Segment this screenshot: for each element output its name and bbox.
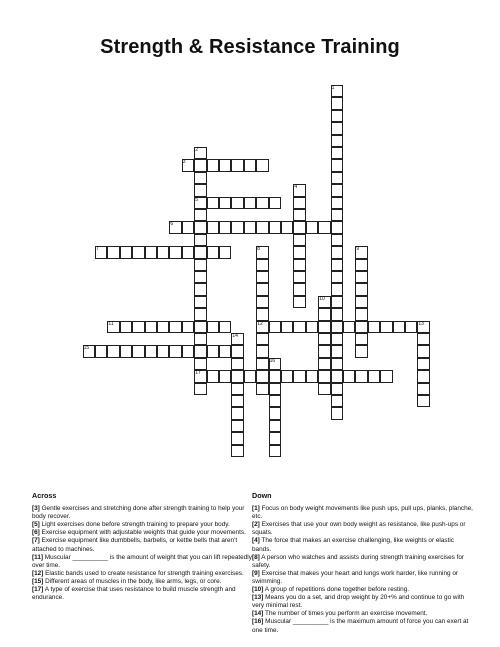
grid-cell[interactable] bbox=[293, 246, 305, 258]
grid-cell[interactable] bbox=[231, 159, 243, 171]
grid-cell[interactable] bbox=[318, 358, 330, 370]
cell-number: 3 bbox=[182, 159, 186, 166]
grid-cell[interactable] bbox=[318, 383, 330, 395]
grid-cell[interactable] bbox=[207, 159, 219, 171]
down-clue bbox=[252, 505, 474, 521]
grid-cell[interactable] bbox=[169, 246, 181, 258]
across-clues bbox=[32, 492, 254, 602]
grid-cell[interactable] bbox=[256, 159, 268, 171]
cell-number: 2 bbox=[195, 147, 198, 153]
grid-cell[interactable] bbox=[231, 358, 243, 370]
grid-cell[interactable] bbox=[194, 172, 206, 184]
grid-cell[interactable] bbox=[219, 370, 231, 382]
down-clue-number: [2] bbox=[252, 521, 260, 529]
grid-cell[interactable] bbox=[207, 197, 219, 209]
down-clue-number: [9] bbox=[252, 569, 260, 577]
grid-cell[interactable] bbox=[331, 395, 343, 407]
grid-cell[interactable] bbox=[194, 221, 206, 233]
grid-cell[interactable] bbox=[417, 383, 429, 395]
cell-number: 1 bbox=[331, 85, 335, 91]
grid-cell[interactable] bbox=[343, 321, 355, 333]
grid-cell[interactable] bbox=[95, 345, 107, 357]
grid-cell[interactable] bbox=[244, 221, 256, 233]
grid-cell[interactable] bbox=[194, 321, 206, 333]
grid-cell[interactable] bbox=[355, 321, 367, 333]
down-clue bbox=[252, 521, 474, 537]
down-clue-number: [1] bbox=[252, 505, 260, 513]
grid-cell[interactable] bbox=[331, 85, 343, 97]
down-clue-number: [4] bbox=[252, 537, 260, 545]
cell-number: 5 bbox=[195, 196, 198, 203]
grid-cell[interactable] bbox=[194, 345, 206, 357]
grid-cell[interactable] bbox=[417, 358, 429, 370]
grid-cell[interactable] bbox=[244, 197, 256, 209]
across-clue-number: [17] bbox=[32, 586, 44, 594]
cell-number: 17 bbox=[195, 370, 201, 377]
grid-cell[interactable] bbox=[269, 445, 281, 457]
grid-cell[interactable] bbox=[256, 221, 268, 233]
down-clue-text: Means you do a set, and drop weight by 20+% and continue to go with very minimal rest. bbox=[252, 594, 465, 610]
grid-cell[interactable] bbox=[331, 147, 343, 159]
down-clue-number: [16] bbox=[252, 618, 264, 626]
grid-cell[interactable] bbox=[132, 345, 144, 357]
grid-cell[interactable] bbox=[318, 221, 330, 233]
grid-cell[interactable] bbox=[231, 420, 243, 432]
grid-cell[interactable] bbox=[132, 246, 144, 258]
grid-cell[interactable] bbox=[331, 407, 343, 419]
grid-cell[interactable] bbox=[405, 321, 417, 333]
grid-cell[interactable] bbox=[231, 432, 243, 444]
across-clue-number: [12] bbox=[32, 569, 44, 577]
grid-cell[interactable] bbox=[331, 159, 343, 171]
grid-cell[interactable] bbox=[331, 259, 343, 271]
grid-cell[interactable] bbox=[331, 296, 343, 308]
grid-cell[interactable] bbox=[331, 370, 343, 382]
grid-cell[interactable] bbox=[132, 321, 144, 333]
grid-cell[interactable] bbox=[120, 321, 132, 333]
cell-number: 9 bbox=[356, 246, 360, 253]
cell-number: 11 bbox=[108, 320, 114, 327]
grid-cell[interactable] bbox=[231, 407, 243, 419]
across-clue bbox=[32, 578, 254, 586]
grid-cell[interactable] bbox=[269, 420, 281, 432]
grid-cell[interactable] bbox=[256, 283, 268, 295]
grid-cell[interactable] bbox=[219, 246, 231, 258]
grid-cell[interactable] bbox=[256, 197, 268, 209]
grid-cell[interactable] bbox=[256, 333, 268, 345]
grid-cell[interactable] bbox=[256, 345, 268, 357]
grid-cell[interactable] bbox=[231, 395, 243, 407]
grid-cell[interactable] bbox=[331, 172, 343, 184]
grid-cell[interactable] bbox=[380, 321, 392, 333]
grid-cell[interactable] bbox=[355, 283, 367, 295]
grid-cell[interactable] bbox=[256, 296, 268, 308]
grid-cell[interactable] bbox=[157, 246, 169, 258]
across-clue-number: [5] bbox=[32, 521, 40, 529]
cell-number: 6 bbox=[170, 221, 174, 228]
grid-cell[interactable] bbox=[207, 321, 219, 333]
grid-cell[interactable] bbox=[318, 370, 330, 382]
grid-cell[interactable] bbox=[194, 271, 206, 283]
grid-cell[interactable] bbox=[244, 370, 256, 382]
grid-cell[interactable] bbox=[169, 321, 181, 333]
grid-cell[interactable] bbox=[417, 333, 429, 345]
grid-cell[interactable] bbox=[269, 370, 281, 382]
grid-cell[interactable] bbox=[331, 97, 343, 109]
across-clue-text: Exercise equipment like dumbbells, barbells, or kettle bells that aren't attached to machines. bbox=[32, 537, 238, 553]
grid-cell[interactable] bbox=[169, 221, 181, 233]
grid-cell[interactable] bbox=[219, 159, 231, 171]
grid-cell[interactable] bbox=[331, 122, 343, 134]
grid-cell[interactable] bbox=[293, 221, 305, 233]
grid-cell[interactable] bbox=[231, 333, 243, 345]
grid-cell[interactable] bbox=[380, 370, 392, 382]
grid-cell[interactable] bbox=[207, 246, 219, 258]
grid-cell[interactable] bbox=[331, 383, 343, 395]
grid-cell[interactable] bbox=[219, 221, 231, 233]
down-heading: Down bbox=[252, 491, 272, 500]
grid-cell[interactable] bbox=[318, 296, 330, 308]
across-clue-text: Exercise equipment with adjustable weights that guide your movements. bbox=[39, 529, 246, 537]
down-clue-number: [8] bbox=[252, 553, 260, 561]
grid-cell[interactable] bbox=[219, 345, 231, 357]
grid-cell[interactable] bbox=[182, 221, 194, 233]
down-clue-text: Exercise that makes your heart and lungs work harder, like running or swimming. bbox=[252, 569, 459, 585]
grid-cell[interactable] bbox=[107, 321, 119, 333]
grid-cell[interactable] bbox=[417, 321, 429, 333]
grid-cell[interactable] bbox=[355, 246, 367, 258]
grid-cell[interactable] bbox=[269, 221, 281, 233]
across-clue-text: Gentle exercises and stretching done after strength training to help your body recover. bbox=[32, 505, 245, 521]
across-clue-number: [11] bbox=[32, 553, 44, 561]
cell-number: 15 bbox=[83, 345, 90, 352]
grid-cell[interactable] bbox=[368, 321, 380, 333]
grid-cell[interactable] bbox=[194, 147, 206, 159]
cell-number: 10 bbox=[319, 295, 325, 302]
grid-cell[interactable] bbox=[120, 246, 132, 258]
grid-cell[interactable] bbox=[182, 345, 194, 357]
grid-cell[interactable] bbox=[145, 246, 157, 258]
grid-cell[interactable] bbox=[318, 308, 330, 320]
grid-cell[interactable] bbox=[331, 110, 343, 122]
grid-cell[interactable] bbox=[281, 321, 293, 333]
across-clue bbox=[32, 537, 254, 553]
cell-number: 7 bbox=[96, 246, 99, 253]
grid-cell[interactable] bbox=[343, 370, 355, 382]
grid-cell[interactable] bbox=[355, 296, 367, 308]
grid-cell[interactable] bbox=[355, 271, 367, 283]
grid-cell[interactable] bbox=[107, 345, 119, 357]
cell-number: 13 bbox=[418, 320, 424, 327]
grid-cell[interactable] bbox=[293, 321, 305, 333]
down-clue-text: A person who watches and assists during strength training exercises for safety. bbox=[252, 553, 465, 569]
grid-cell[interactable] bbox=[219, 321, 231, 333]
down-clue bbox=[252, 610, 474, 618]
grid-cell[interactable] bbox=[355, 370, 367, 382]
across-heading: Across bbox=[32, 491, 57, 500]
puzzle-title: Strength & Resistance Training bbox=[100, 36, 400, 58]
grid-cell[interactable] bbox=[331, 345, 343, 357]
across-clue-text: Muscular __________ is the amount of weight that you can lift repeatedly over time. bbox=[32, 553, 252, 569]
grid-cell[interactable] bbox=[331, 135, 343, 147]
down-clues bbox=[252, 492, 474, 635]
grid-cell[interactable] bbox=[231, 445, 243, 457]
grid-cell[interactable] bbox=[256, 271, 268, 283]
down-clue-text: The number of times you perform an exercise movement. bbox=[263, 610, 428, 618]
across-clue bbox=[32, 521, 254, 529]
grid-cell[interactable] bbox=[194, 296, 206, 308]
cell-number: 4 bbox=[294, 184, 298, 191]
across-clue bbox=[32, 570, 254, 578]
grid-cell[interactable] bbox=[182, 246, 194, 258]
grid-cell[interactable] bbox=[293, 296, 305, 308]
down-clue-number: [14] bbox=[252, 610, 264, 618]
grid-cell[interactable] bbox=[293, 283, 305, 295]
grid-cell[interactable] bbox=[331, 246, 343, 258]
grid-cell[interactable] bbox=[331, 321, 343, 333]
grid-cell[interactable] bbox=[331, 358, 343, 370]
grid-cell[interactable] bbox=[293, 271, 305, 283]
across-clue-number: [15] bbox=[32, 577, 44, 585]
grid-cell[interactable] bbox=[194, 370, 206, 382]
cell-number: 16 bbox=[269, 357, 276, 364]
grid-cell[interactable] bbox=[355, 345, 367, 357]
grid-cell[interactable] bbox=[83, 345, 95, 357]
grid-cell[interactable] bbox=[169, 345, 181, 357]
down-clue bbox=[252, 586, 474, 594]
grid-cell[interactable] bbox=[293, 259, 305, 271]
down-clue bbox=[252, 537, 474, 553]
grid-cell[interactable] bbox=[355, 259, 367, 271]
cell-number: 14 bbox=[232, 333, 238, 339]
grid-cell[interactable] bbox=[231, 383, 243, 395]
down-clue-text: The force that makes an exercise challenging, like weights or elastic bands. bbox=[252, 537, 454, 553]
grid-cell[interactable] bbox=[194, 246, 206, 258]
grid-cell[interactable] bbox=[306, 221, 318, 233]
across-clue-text: Elastic bands used to create resistance for strength training exercises. bbox=[43, 569, 244, 577]
across-clue-text: Different areas of muscles in the body, like arms, legs, or core. bbox=[43, 577, 222, 585]
grid-cell[interactable] bbox=[194, 197, 206, 209]
grid-cell[interactable] bbox=[331, 184, 343, 196]
grid-cell[interactable] bbox=[207, 370, 219, 382]
down-clue-number: [13] bbox=[252, 594, 264, 602]
grid-cell[interactable] bbox=[231, 197, 243, 209]
grid-cell[interactable] bbox=[207, 345, 219, 357]
grid-cell[interactable] bbox=[231, 221, 243, 233]
across-clue-text: Light exercises done before strength training to prepare your body. bbox=[39, 521, 230, 529]
grid-cell[interactable] bbox=[219, 197, 231, 209]
grid-cell[interactable] bbox=[107, 246, 119, 258]
grid-cell[interactable] bbox=[256, 259, 268, 271]
down-clue-number: [10] bbox=[252, 586, 264, 594]
grid-cell[interactable] bbox=[331, 197, 343, 209]
across-clue bbox=[32, 505, 254, 521]
grid-cell[interactable] bbox=[207, 221, 219, 233]
grid-cell[interactable] bbox=[256, 246, 268, 258]
grid-cell[interactable] bbox=[355, 333, 367, 345]
grid-cell[interactable] bbox=[95, 246, 107, 258]
grid-cell[interactable] bbox=[306, 370, 318, 382]
across-clue-number: [7] bbox=[32, 537, 40, 545]
down-clue-text: A group of repetitions done together before resting. bbox=[263, 586, 410, 594]
grid-cell[interactable] bbox=[194, 209, 206, 221]
grid-cell[interactable] bbox=[194, 358, 206, 370]
grid-cell[interactable] bbox=[417, 395, 429, 407]
down-clue bbox=[252, 570, 474, 586]
grid-cell[interactable] bbox=[331, 333, 343, 345]
down-clue bbox=[252, 594, 474, 610]
grid-cell[interactable] bbox=[293, 234, 305, 246]
across-clue bbox=[32, 586, 254, 602]
cell-number: 12 bbox=[257, 320, 263, 327]
grid-cell[interactable] bbox=[256, 321, 268, 333]
grid-cell[interactable] bbox=[331, 271, 343, 283]
grid-cell[interactable] bbox=[194, 159, 206, 171]
grid-cell[interactable] bbox=[145, 321, 157, 333]
grid-cell[interactable] bbox=[194, 308, 206, 320]
down-clue bbox=[252, 554, 474, 570]
grid-cell[interactable] bbox=[269, 383, 281, 395]
grid-cell[interactable] bbox=[281, 370, 293, 382]
grid-cell[interactable] bbox=[269, 395, 281, 407]
grid-cell[interactable] bbox=[331, 209, 343, 221]
grid-cell[interactable] bbox=[269, 432, 281, 444]
grid-cell[interactable] bbox=[269, 407, 281, 419]
grid-cell[interactable] bbox=[231, 370, 243, 382]
grid-cell[interactable] bbox=[269, 321, 281, 333]
across-clue-text: A type of exercise that uses resistance to build muscle strength and endurance. bbox=[32, 586, 236, 602]
grid-cell[interactable] bbox=[306, 321, 318, 333]
grid-cell[interactable] bbox=[293, 370, 305, 382]
across-clue-number: [6] bbox=[32, 529, 40, 537]
grid-cell[interactable] bbox=[281, 221, 293, 233]
grid-cell[interactable] bbox=[256, 383, 268, 395]
grid-cell[interactable] bbox=[368, 370, 380, 382]
grid-cell[interactable] bbox=[231, 345, 243, 357]
grid-cell[interactable] bbox=[331, 221, 343, 233]
grid-cell[interactable] bbox=[194, 184, 206, 196]
grid-cell[interactable] bbox=[194, 234, 206, 246]
grid-cell[interactable] bbox=[182, 159, 194, 171]
across-clue bbox=[32, 529, 254, 537]
grid-cell[interactable] bbox=[293, 184, 305, 196]
grid-cell[interactable] bbox=[331, 234, 343, 246]
grid-cell[interactable] bbox=[256, 308, 268, 320]
grid-cell[interactable] bbox=[194, 333, 206, 345]
grid-cell[interactable] bbox=[331, 283, 343, 295]
grid-cell[interactable] bbox=[157, 345, 169, 357]
grid-cell[interactable] bbox=[331, 308, 343, 320]
grid-cell[interactable] bbox=[194, 383, 206, 395]
grid-cell[interactable] bbox=[182, 321, 194, 333]
down-clue bbox=[252, 618, 474, 634]
grid-cell[interactable] bbox=[318, 333, 330, 345]
grid-cell[interactable] bbox=[355, 308, 367, 320]
grid-cell[interactable] bbox=[256, 370, 268, 382]
grid-cell[interactable] bbox=[293, 197, 305, 209]
grid-cell[interactable] bbox=[256, 358, 268, 370]
grid-cell[interactable] bbox=[120, 345, 132, 357]
across-clue-number: [3] bbox=[32, 505, 40, 513]
grid-cell[interactable] bbox=[318, 321, 330, 333]
down-clue-text: Muscular __________ is the maximum amount of force you can exert at one time. bbox=[252, 618, 469, 634]
grid-cell[interactable] bbox=[269, 197, 281, 209]
down-clue-text: Focus on body weight movements like push ups, pull ups, planks, planche, etc. bbox=[252, 505, 473, 521]
grid-cell[interactable] bbox=[157, 321, 169, 333]
across-clue bbox=[32, 554, 254, 570]
grid-cell[interactable] bbox=[318, 345, 330, 357]
grid-cell[interactable] bbox=[417, 370, 429, 382]
grid-cell[interactable] bbox=[393, 321, 405, 333]
grid-cell[interactable] bbox=[194, 283, 206, 295]
grid-cell[interactable] bbox=[269, 358, 281, 370]
grid-cell[interactable] bbox=[244, 159, 256, 171]
grid-cell[interactable] bbox=[293, 209, 305, 221]
down-clue-text: Exercises that use your own body weight as resistance, like push-ups or squats. bbox=[252, 521, 466, 537]
cell-number: 8 bbox=[257, 246, 260, 253]
grid-cell[interactable] bbox=[417, 345, 429, 357]
grid-cell[interactable] bbox=[194, 259, 206, 271]
grid-cell[interactable] bbox=[145, 345, 157, 357]
